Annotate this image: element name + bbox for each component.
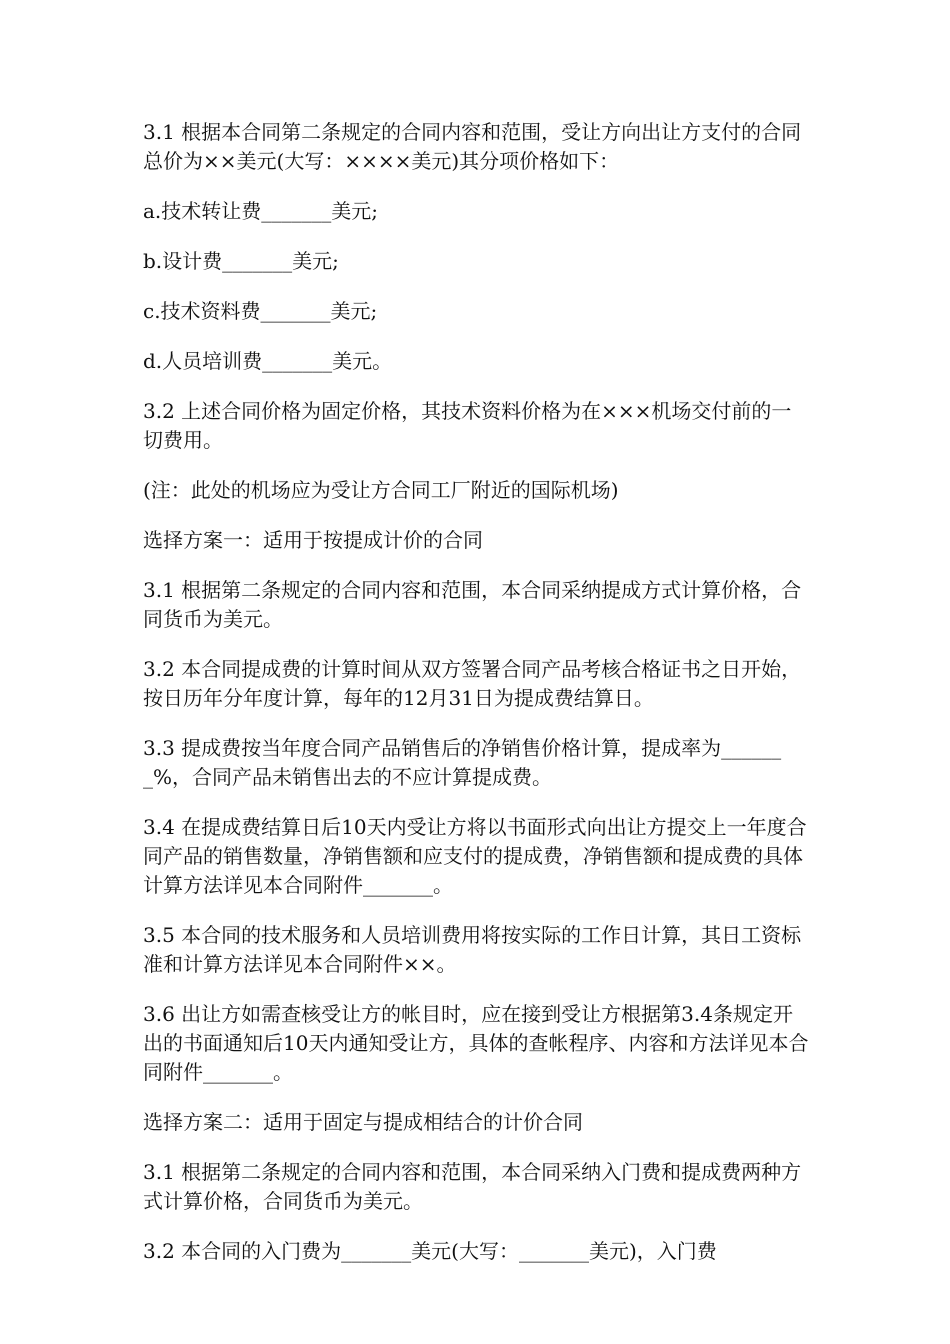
paragraph-option1-3-1: 3.1 根据第二条规定的合同内容和范围，本合同采纳提成方式计算价格，合同货币为美元。 [143,578,802,631]
paragraph-option1-3-6: 3.6 出让方如需查核受让方的帐目时，应在接到受让方根据第3.4条规定开出的书面通知后10天内通知受让方，具体的查帐程序、内容和方法详见本合同附件_______。 [143,1002,809,1084]
paragraph-option1-3-4: 3.4 在提成费结算日后10天内受让方将以书面形式向出让方提交上一年度合同产品的销售数量，净销售额和应支付的提成费，净销售额和提成费的具体计算方法详见本合同附件_______。 [143,815,807,897]
paragraph-note-airport: (注：此处的机场应为受让方合同工厂附近的国际机场) [143,478,619,502]
paragraph-item-a-transfer-fee: a.技术转让费_______美元; [143,199,379,223]
paragraph-3-1-total-price: 3.1 根据本合同第二条规定的合同内容和范围，受让方向出让方支付的合同总价为××美元(大写：××××美元)其分项价格如下： [143,120,802,173]
paragraph-option2-3-2: 3.2 本合同的入门费为_______美元(大写：_______美元)，入门费 [143,1239,717,1263]
paragraph-item-d-training-fee: d.人员培训费_______美元。 [143,349,393,373]
document-body [143,118,811,1287]
paragraph-item-c-documentation-fee: c.技术资料费_______美元; [143,299,378,323]
paragraph-option2-3-1: 3.1 根据第二条规定的合同内容和范围，本合同采纳入门费和提成费两种方式计算价格，合同货币为美元。 [143,1160,802,1213]
paragraph-option1-3-5: 3.5 本合同的技术服务和人员培训费用将按实际的工作日计算，其日工资标准和计算方法详见本合同附件××。 [143,923,802,976]
paragraph-option1-3-3: 3.3 提成费按当年度合同产品销售后的净销售价格计算，提成率为_______%，合同产品未销售出去的不应计算提成费。 [143,736,782,789]
paragraph-3-2-fixed-price: 3.2 上述合同价格为固定价格，其技术资料价格为在×××机场交付前的一切费用。 [143,399,792,452]
heading-option-two: 选择方案二：适用于固定与提成相结合的计价合同 [143,1110,583,1134]
heading-option-one: 选择方案一：适用于按提成计价的合同 [143,528,483,552]
paragraph-item-b-design-fee: b.设计费_______美元; [143,249,339,273]
paragraph-option1-3-2: 3.2 本合同提成费的计算时间从双方签署合同产品考核合格证书之日开始，按日历年分年度计算，每年的12月31日为提成费结算日。 [143,657,802,710]
